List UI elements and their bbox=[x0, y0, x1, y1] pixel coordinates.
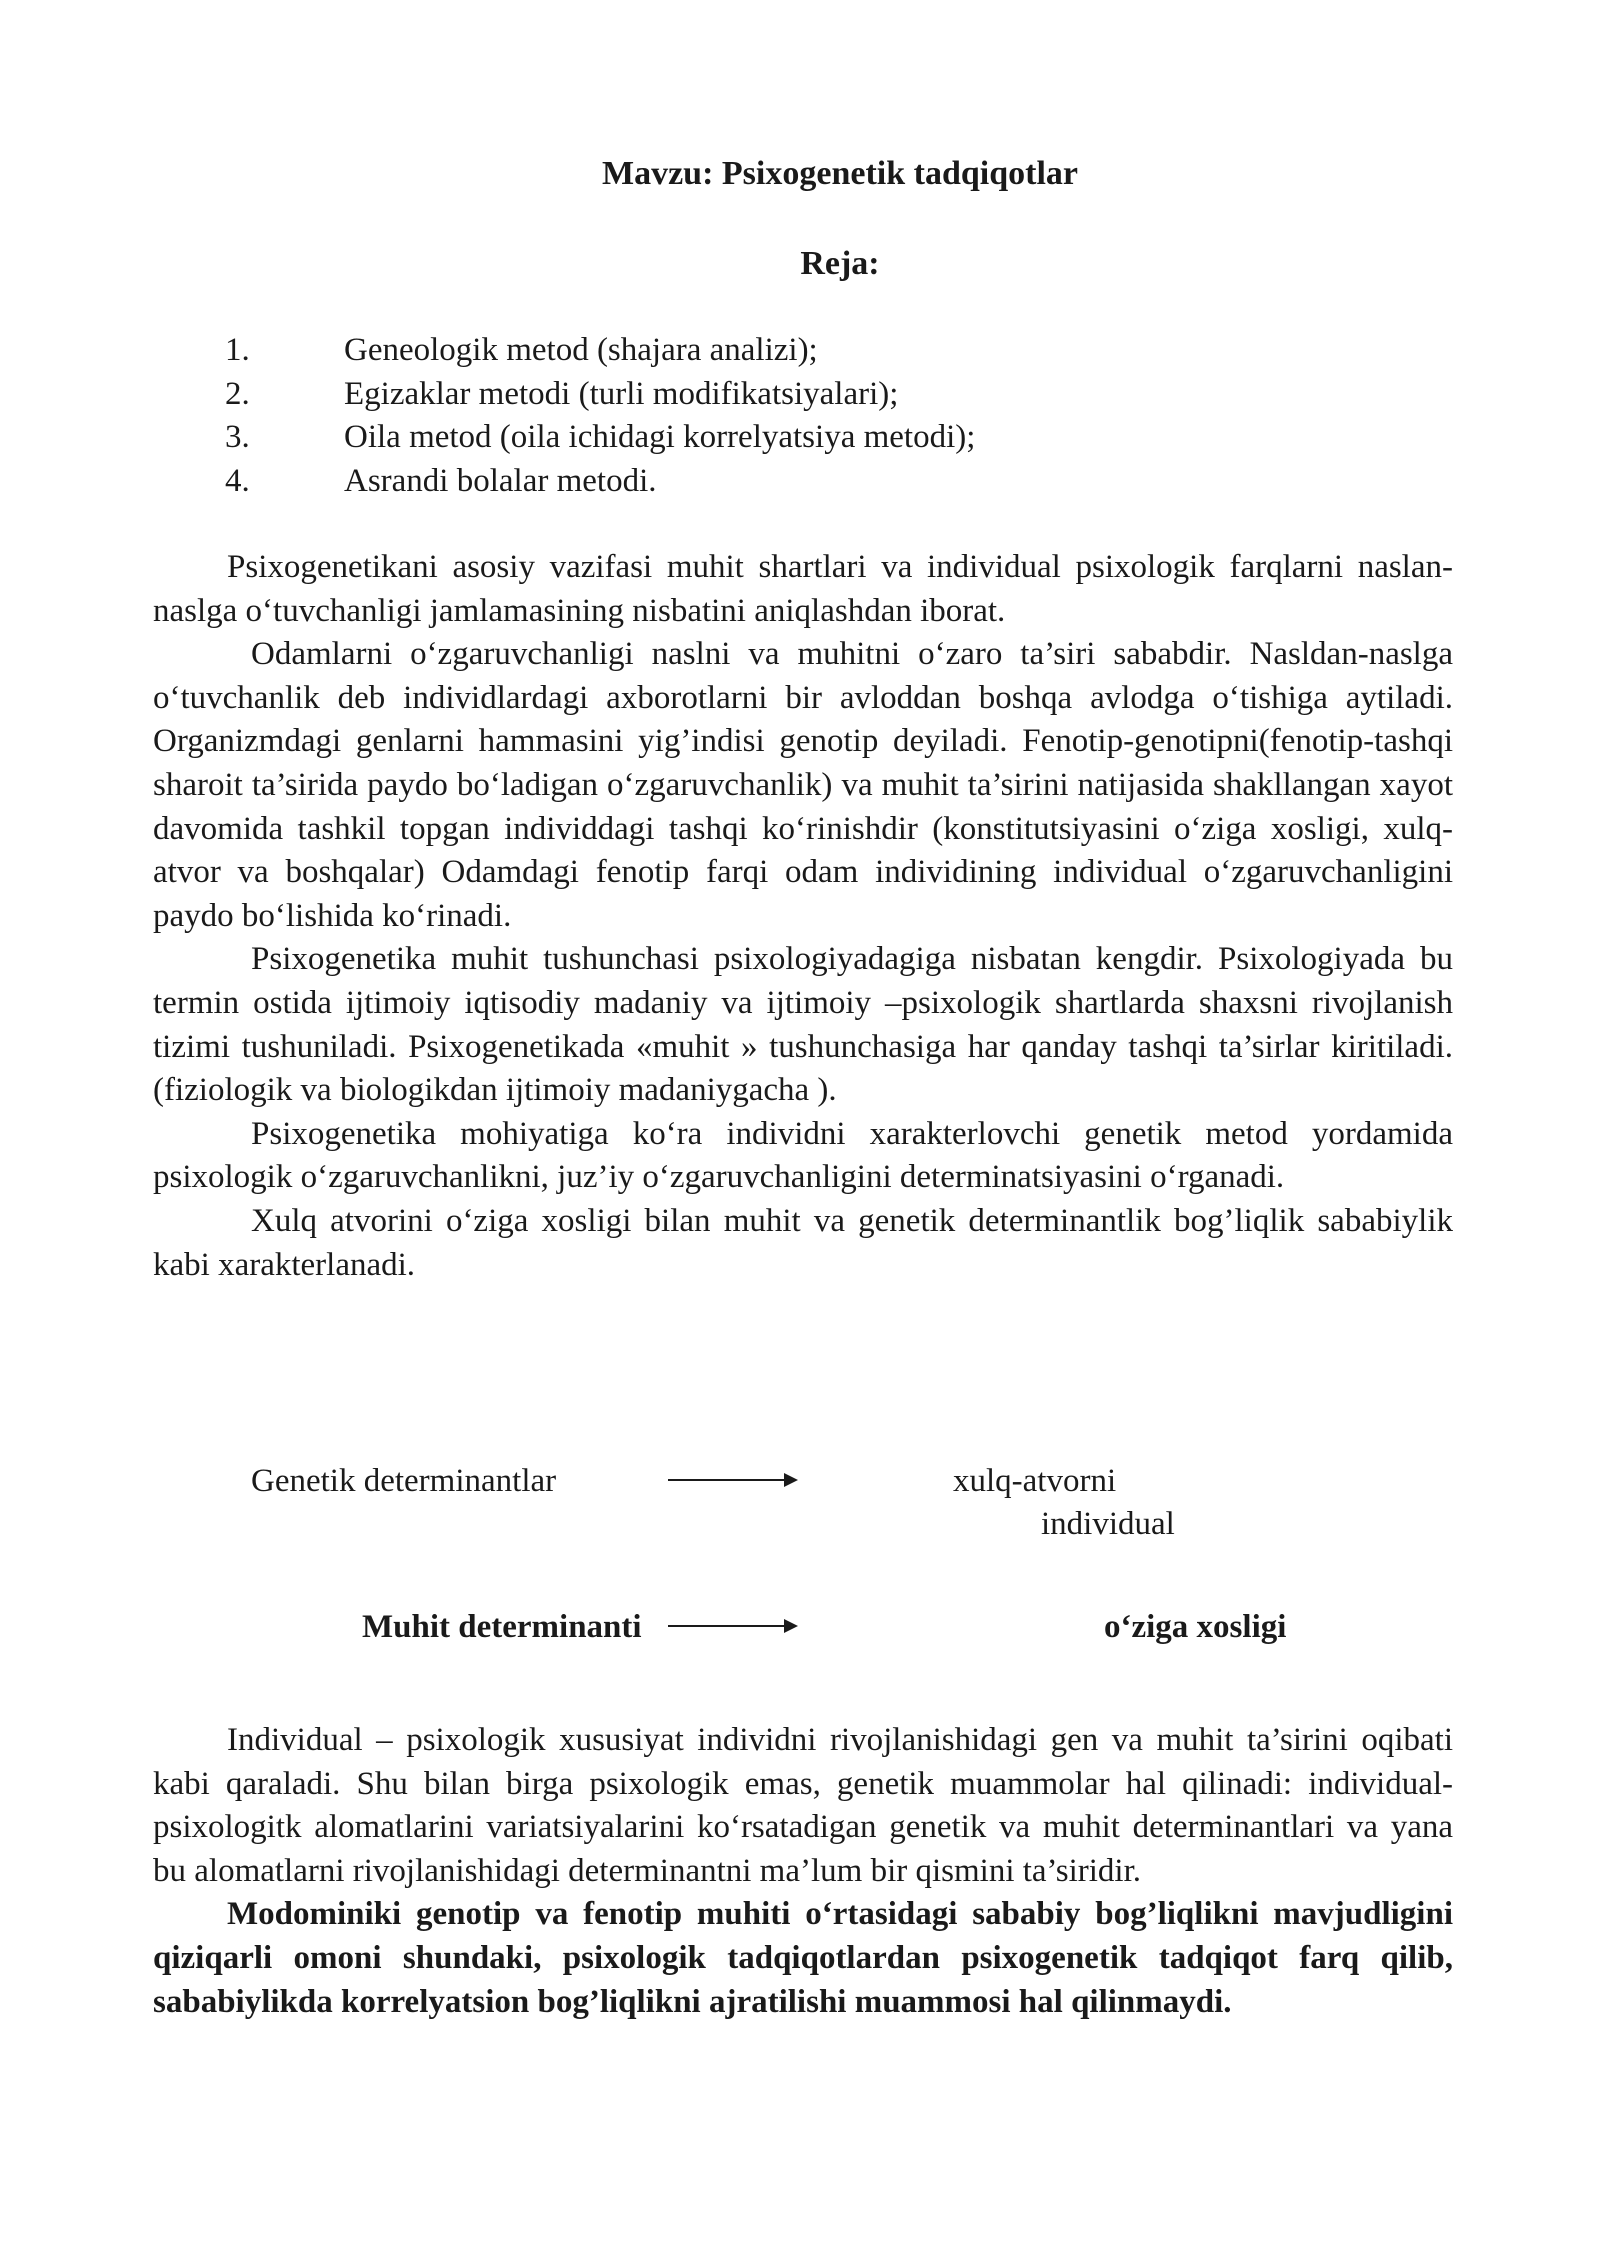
plan-item bbox=[225, 460, 975, 504]
paragraph: Psixogenetikani asosiy vazifasi muhit shartlari va individual psixologik farqlarni naslan-naslga o‘tuvchanligi jamlamasining nisbatini aniqlashdan iborat. bbox=[153, 549, 1453, 629]
scheme-left-top: Genetik determinantlar bbox=[251, 1463, 557, 1499]
paragraph: Individual – psixologik xususiyat individni rivojlanishidagi gen va muhit ta’sirini oqibati kabi qaraladi. Shu bilan birga psixologik emas, genetik muammolar hal qilinadi: individual-psixologitk alomatlarini variatsiyalarini ko‘rsatadigan genetik va muhit determinantlari va yana bu alomatlarni rivojlanishidagi determinantni ma’lum bir qismini ta’siridir. bbox=[153, 1722, 1453, 1889]
paragraph: Psixogenetika muhit tushunchasi psixologiyadagiga nisbatan kengdir. Psixologiyada bu termin ostida ijtimoiy iqtisodiy madaniy va ijtimoiy –psixologik shartlarda shaxsni rivojlanish tizimi tushuniladi. Psixogenetikada «muhit » tushunchasiga har qanday tashqi ta’sirlar kiritiladi. (fiziologik va biologikdan ijtimoiy madaniygacha ). bbox=[153, 941, 1453, 1109]
plan-item-text: Asrandi bolalar metodi. bbox=[344, 462, 657, 499]
plan-item-number: 3. bbox=[225, 419, 250, 455]
page-title: Mavzu: Psixogenetik tadqiqotlar bbox=[602, 155, 1078, 192]
plan-item-number: 2. bbox=[225, 375, 250, 412]
plan-heading: Reja: bbox=[800, 245, 880, 282]
paragraph: Xulq atvorini o‘ziga xosligi bilan muhit va genetik determinantlik bog’liqlik sababiylik kabi xarakterlanadi. bbox=[153, 1202, 1453, 1283]
main-text bbox=[153, 546, 1453, 1287]
plan-item bbox=[225, 416, 975, 460]
scheme-right-top-1: xulq-atvorni bbox=[953, 1463, 1117, 1499]
plan-item-number: 4. bbox=[225, 462, 250, 499]
paragraph: Psixogenetika mohiyatiga ko‘ra individni xarakterlovchi genetik metod yordamida psixologik o‘zgaruvchanlikni, juz’iy o‘zgaruvchanligini determinatsiyasini o‘rganadi. bbox=[153, 1115, 1453, 1196]
conclusion-paragraph: Modominiki genotip va fenotip muhiti o‘rtasidagi sababiy bog’liqlikni mavjudligini qiziqarli omoni shundaki, psixologik tadqiqotlardan psixogenetik tadqiqot farq qilib, sababiylikda korrelyatsion bog’liqlikni ajratilishi muammosi hal qilinmaydi. bbox=[153, 1896, 1453, 2020]
plan-list bbox=[225, 329, 975, 503]
arrow-icon bbox=[668, 1625, 796, 1627]
scheme-left-bottom: Muhit determinanti bbox=[362, 1609, 642, 1645]
plan-item-number: 1. bbox=[225, 332, 250, 368]
closing-text bbox=[153, 1719, 1453, 2024]
plan-item bbox=[225, 329, 975, 373]
scheme-right-bottom: o‘ziga xosligi bbox=[1104, 1609, 1287, 1645]
plan-item-text: Egizaklar metodi (turli modifikatsiyalari); bbox=[344, 375, 899, 412]
plan-item bbox=[225, 373, 975, 417]
arrow-icon bbox=[668, 1479, 796, 1481]
scheme-right-top-2: individual bbox=[1041, 1506, 1175, 1542]
paragraph: Odamlarni o‘zgaruvchanligi naslni va muhitni o‘zaro ta’siri sababdir. Nasldan-naslga o‘tuvchanlik deb individlardagi axborotlarni bir avloddan boshqa avlodga o‘tishiga aytiladi. Organizmdagi genlarni hammasini yig’indisi genotip deyiladi. Fenotip-genotipni(fenotip-tashqi sharoit ta’sirida paydo bo‘ladigan o‘zgaruvchanlik) va muhit ta’sirini natijasida shakllangan xayot davomida tashkil topgan individdagi tashqi ko‘rinishdir (konstitutsiyasini o‘ziga xosligi, xulq-atvor va boshqalar) Odamdagi fenotip farqi odam individining individual o‘zgaruvchanligini paydo bo‘lishida ko‘rinadi. bbox=[153, 636, 1453, 934]
plan-item-text: Geneologik metod (shajara analizi); bbox=[344, 332, 818, 368]
plan-item-text: Oila metod (oila ichidagi korrelyatsiya metodi); bbox=[344, 419, 976, 455]
